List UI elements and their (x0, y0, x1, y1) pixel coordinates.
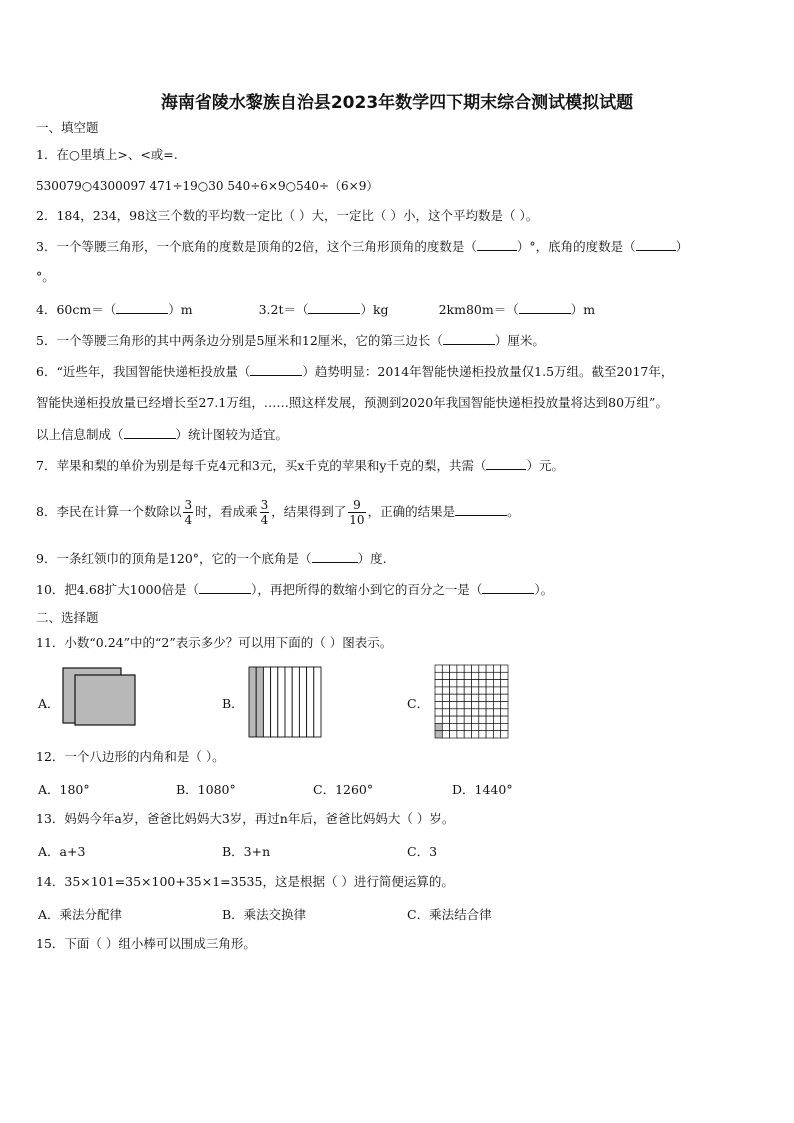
q4-text-a: 4．60cm＝（ (36, 302, 117, 317)
q12-option-b[interactable]: B．1080° (176, 782, 236, 797)
grid-cell (442, 687, 449, 694)
q8-text-d: ，正确的结果是 (367, 504, 456, 519)
q4-text-c: 3.2t＝（ (258, 302, 309, 317)
grid-cell (464, 709, 471, 716)
grid-cell (435, 680, 442, 687)
question-3 (36, 239, 688, 255)
fraction-3-4-a (183, 498, 193, 527)
q6-text-c: 以上信息制成（ (36, 427, 124, 442)
q4-text-b: ）m (168, 302, 193, 317)
grid-cell (450, 731, 457, 738)
q12-option-a[interactable]: A．180° (38, 782, 90, 797)
question-9 (36, 551, 387, 567)
section-choice: 二、选择题 (36, 610, 99, 625)
grid-cell (493, 716, 500, 723)
strip (299, 667, 306, 737)
grid-cell (450, 723, 457, 730)
q12-option-d[interactable]: D．1440° (452, 782, 513, 797)
q9-text-a: 9．一条红领巾的顶角是120°，它的一个底角是（ (36, 551, 312, 566)
q6-blank-1[interactable] (250, 364, 302, 376)
grid-cell (435, 694, 442, 701)
grid-cell (479, 694, 486, 701)
q10-text-b: ），再把所得的数缩小到它的百分之一是（ (251, 582, 483, 597)
grid-cell (486, 731, 493, 738)
strip (271, 667, 278, 737)
grid-cell (493, 665, 500, 672)
grid-cell (486, 680, 493, 687)
grid-cell (486, 694, 493, 701)
frac-numerator: 3 (184, 498, 193, 512)
grid-cell (435, 687, 442, 694)
q3-blank-2[interactable] (636, 239, 676, 251)
q3-text-c: ） (675, 239, 689, 254)
grid-cell (442, 709, 449, 716)
q11-option-c-figure (434, 664, 510, 740)
grid-cell (442, 672, 449, 679)
question-11: 11．小数“0.24”中的“2”表示多少？可以用下面的（ ）图表示。 (36, 635, 393, 650)
question-2: 2．184，234，98这三个数的平均数一定比（ ）大，一定比（ ）小，这个平均数是（ ）。 (36, 208, 539, 223)
grid-cell (464, 723, 471, 730)
grid-cell (486, 723, 493, 730)
grid-cell (501, 665, 508, 672)
grid-cell (457, 702, 464, 709)
question-1: 1．在○里填上>、<或=. (36, 147, 178, 162)
grid-cell (472, 694, 479, 701)
grid-cell (435, 672, 442, 679)
grid-cell (435, 709, 442, 716)
q8-text-b: 时，看成乘 (195, 504, 258, 519)
grid-cell (493, 709, 500, 716)
q13-option-b[interactable]: B．3+n (222, 844, 271, 859)
grid-cell (479, 672, 486, 679)
shaded-strip (249, 667, 256, 737)
grid-cell (435, 716, 442, 723)
grid-cell (450, 702, 457, 709)
grid-cell (493, 702, 500, 709)
grid-cell (450, 687, 457, 694)
grid-cell (464, 680, 471, 687)
question-13: 13．妈妈今年a岁，爸爸比妈妈大3岁，再过n年后，爸爸比妈妈大（ ）岁。 (36, 811, 455, 826)
q7-blank[interactable] (486, 458, 526, 470)
grid-cell (501, 687, 508, 694)
strip (314, 667, 321, 737)
q7-text-b: ）元。 (526, 458, 564, 473)
grid-cell (493, 723, 500, 730)
grid-cell (486, 665, 493, 672)
grid-cell (450, 672, 457, 679)
grid-cell (479, 680, 486, 687)
q11-option-c-label: C． (407, 696, 430, 711)
grid-cell (479, 687, 486, 694)
question-1-items: 530079○4300097 471÷19○30 540÷6×9○540÷（6×9） (36, 179, 379, 193)
question-4 (36, 302, 595, 318)
grid-cell (493, 672, 500, 679)
grid-cell (442, 694, 449, 701)
grid-cell (457, 731, 464, 738)
fraction-9-10 (348, 498, 365, 527)
grid-cell (493, 680, 500, 687)
grid-cell (450, 709, 457, 716)
grid-cell (501, 709, 508, 716)
grid-cell (457, 665, 464, 672)
question-6-line3 (36, 427, 288, 443)
grid-cell (501, 716, 508, 723)
grid-cell (472, 716, 479, 723)
strip (285, 667, 292, 737)
grid-cell (464, 694, 471, 701)
q8-blank[interactable] (455, 504, 507, 516)
shaded-cell (435, 723, 442, 730)
q10-text-a: 10．把4.68扩大1000倍是（ (36, 582, 200, 597)
q4-blank-2[interactable] (308, 302, 360, 314)
q7-text-a: 7．苹果和梨的单价为别是每千克4元和3元，买x千克的苹果和y千克的梨，共需（ (36, 458, 487, 473)
strip (307, 667, 314, 737)
grid-cell (464, 665, 471, 672)
q3-text-b: ）°，底角的度数是（ (516, 239, 636, 254)
grid-cell (493, 687, 500, 694)
q8-text-a: 8．李民在计算一个数除以 (36, 504, 182, 519)
q6-blank-2[interactable] (124, 427, 176, 439)
grid-cell (457, 723, 464, 730)
q6-text-b: ）趋势明显：2014年智能快递柜投放量仅1.5万组。截至2017年， (302, 364, 674, 379)
q8-text-c: ，结果得到了 (271, 504, 347, 519)
fraction-3-4-b (260, 498, 270, 527)
q5-text-a: 5．一个等腰三角形的其中两条边分别是5厘米和12厘米，它的第三边长（ (36, 333, 443, 348)
grid-cell (464, 687, 471, 694)
question-6 (36, 364, 673, 380)
q13-option-a[interactable]: A．a+3 (38, 844, 86, 859)
question-7 (36, 458, 564, 474)
grid-cell (501, 680, 508, 687)
grid-cell (442, 716, 449, 723)
grid-cell (464, 716, 471, 723)
q6-text-a: 6．“近些年，我国智能快递柜投放量（ (36, 364, 251, 379)
grid-cell (457, 709, 464, 716)
frac-denominator: 4 (260, 513, 269, 527)
q4-text-e: 2km80m＝（ (438, 302, 519, 317)
grid-cell (435, 665, 442, 672)
grid-cell (464, 702, 471, 709)
q4-text-f: ）m (570, 302, 596, 317)
grid-cell (472, 687, 479, 694)
grid-cell (472, 731, 479, 738)
grid-cell (493, 694, 500, 701)
shaded-strip (256, 667, 263, 737)
grid-cell (479, 716, 486, 723)
grid-cell (457, 672, 464, 679)
grid-cell (501, 672, 508, 679)
grid-cell (501, 702, 508, 709)
question-15: 15．下面（ ）组小棒可以围成三角形。 (36, 936, 256, 951)
question-5 (36, 333, 545, 349)
strip (292, 667, 299, 737)
q14-option-a[interactable]: A．乘法分配律 (38, 907, 123, 922)
q3-text-a: 3．一个等腰三角形，一个底角的度数是顶角的2倍，这个三角形顶角的度数是（ (36, 239, 477, 254)
grid-cell (501, 731, 508, 738)
grid-cell (450, 716, 457, 723)
q14-option-b[interactable]: B．乘法交换律 (222, 907, 307, 922)
grid-cell (450, 665, 457, 672)
question-3-cont: °。 (36, 269, 55, 284)
q3-blank-1[interactable] (477, 239, 517, 251)
q6-text-d: ）统计图较为适宜。 (175, 427, 289, 442)
grid-cell (472, 709, 479, 716)
question-8 (36, 494, 520, 530)
grid-cell (457, 694, 464, 701)
strip (278, 667, 285, 737)
q5-blank[interactable] (443, 333, 495, 345)
q8-text-e: 。 (507, 504, 520, 519)
grid-cell (472, 723, 479, 730)
q4-text-d: ）kg (360, 302, 389, 317)
shaded-cell (435, 731, 442, 738)
grid-cell (486, 672, 493, 679)
grid-cell (479, 723, 486, 730)
grid-cell (501, 723, 508, 730)
frac-numerator: 9 (348, 498, 365, 513)
q5-text-b: ）厘米。 (494, 333, 545, 348)
grid-cell (450, 694, 457, 701)
q10-blank-1[interactable] (199, 582, 251, 594)
q11-option-a-figure (62, 667, 138, 727)
grid-cell (486, 687, 493, 694)
grid-cell (442, 680, 449, 687)
q10-blank-2[interactable] (482, 582, 534, 594)
grid-cell (435, 702, 442, 709)
frac-numerator: 3 (260, 498, 269, 512)
grid-cell (472, 702, 479, 709)
grid-cell (464, 672, 471, 679)
q11-option-b-label: B． (222, 696, 244, 711)
page-title: 海南省陵水黎族自治县2023年数学四下期末综合测试模拟试题 (160, 93, 634, 113)
grid-cell (442, 731, 449, 738)
grid-cell (486, 709, 493, 716)
q11-option-a-label: A． (38, 696, 60, 711)
grid-cell (479, 702, 486, 709)
section-fill-in: 一、填空题 (36, 120, 99, 135)
grid-cell (457, 687, 464, 694)
grid-cell (457, 680, 464, 687)
grid-cell (479, 709, 486, 716)
frac-denominator: 4 (184, 513, 193, 527)
grid-cell (450, 680, 457, 687)
grid-cell (442, 702, 449, 709)
q9-text-b: ）度. (357, 551, 387, 566)
grid-cell (464, 731, 471, 738)
grid-cell (479, 665, 486, 672)
strip (263, 667, 270, 737)
grid-cell (442, 723, 449, 730)
q14-option-c[interactable]: C．乘法结合律 (407, 907, 492, 922)
grid-cell (472, 672, 479, 679)
question-12: 12．一个八边形的内角和是（ ）。 (36, 749, 225, 764)
grid-cell (479, 731, 486, 738)
q12-option-c[interactable]: C．1260° (313, 782, 374, 797)
grid-cell (442, 665, 449, 672)
grid-cell (472, 680, 479, 687)
grid-cell (486, 716, 493, 723)
grid-cell (457, 716, 464, 723)
grid-cell (486, 702, 493, 709)
grid-cell (501, 694, 508, 701)
question-6-line2: 智能快递柜投放量已经增长至27.1万组，……照这样发展，预测到2020年我国智能快递柜投放量将达到80万组”。 (36, 395, 668, 410)
q13-option-c[interactable]: C．3 (407, 844, 438, 859)
frac-denominator: 10 (349, 513, 365, 527)
grid-cell (472, 665, 479, 672)
question-10 (36, 582, 553, 598)
q11-option-b-figure (248, 666, 324, 738)
question-14: 14．35×101=35×100+35×1=3535，这是根据（ ）进行简便运算的。 (36, 874, 454, 889)
grid-cell (493, 731, 500, 738)
q10-text-c: ）。 (534, 582, 554, 597)
q4-blank-1[interactable] (116, 302, 168, 314)
q9-blank[interactable] (312, 551, 358, 563)
q4-blank-3[interactable] (519, 302, 571, 314)
